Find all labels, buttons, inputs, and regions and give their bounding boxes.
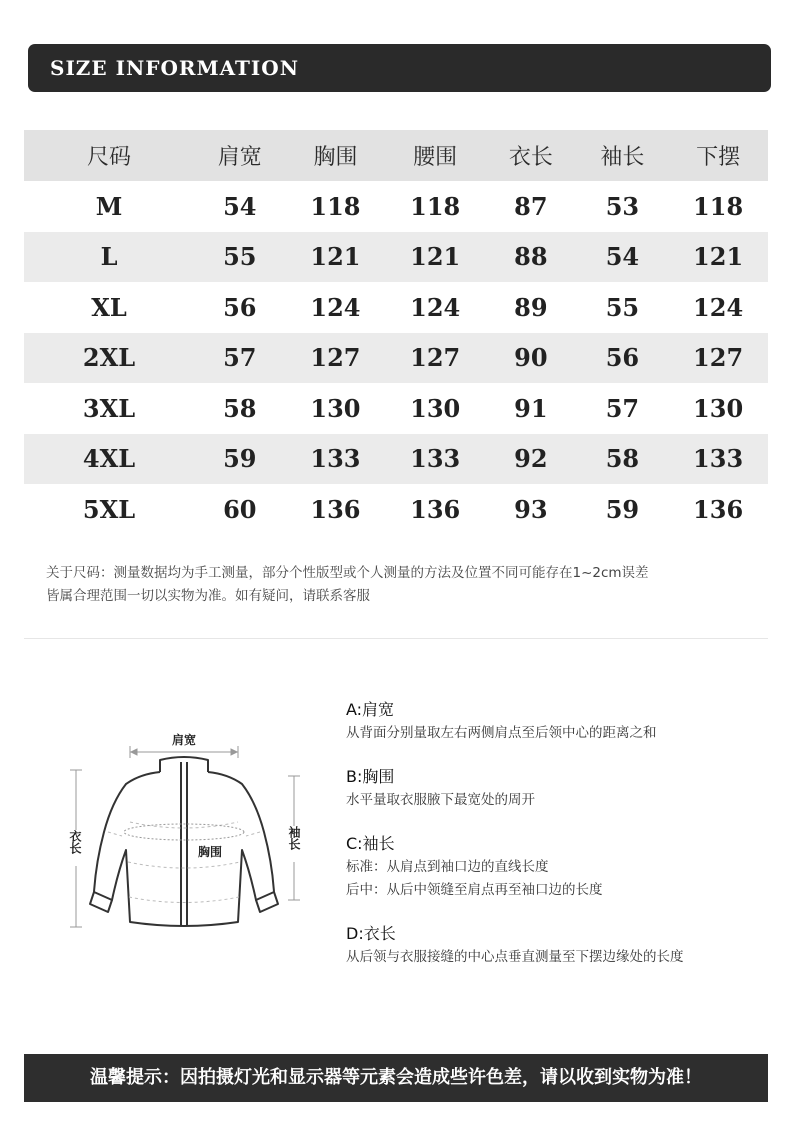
table-cell: 60 [223,494,257,524]
table-header-row [24,130,768,181]
table-cell: 121 [286,232,386,283]
table-cell: 55 [605,292,640,322]
definitions-list [346,698,776,989]
column-header-length: 衣长 [485,130,577,181]
table-cell: 136 [310,494,361,524]
note-line: 关于尺码：测量数据均为手工测量，部分个性版型或个人测量的方法及位置不同可能存在1~2cm误差 [46,565,649,581]
table-cell: 130 [410,393,461,423]
table-cell: 5XL [82,494,136,524]
column-header-shoulder: 肩宽 [194,130,286,181]
table-cell: 133 [286,434,386,485]
table-cell: 54 [223,191,257,221]
table-cell: 58 [577,434,669,485]
table-cell: 57 [194,333,286,384]
measurement-note [46,562,776,608]
table-row [24,333,768,384]
table-cell: 2XL [24,333,194,384]
table-cell: 130 [693,393,744,423]
table-cell: 118 [410,191,461,221]
column-header-chest: 胸围 [286,130,386,181]
definition-text: 从背面分别量取左右两侧肩点至后领中心的距离之和 [346,725,657,741]
table-cell: 133 [668,434,768,485]
table-cell: 87 [514,191,548,221]
table-cell: 92 [485,434,577,485]
jacket-outline [90,757,278,926]
table-row [24,383,768,434]
length-label: 衣长 [68,830,82,854]
column-header-hem: 下摆 [668,130,768,181]
footer-notice: 温馨提示：因拍摄灯光和显示器等元素会造成些许色差，请以收到实物为准！ [90,1067,702,1088]
definition-item [346,922,776,969]
table-cell: 121 [668,232,768,283]
table-cell: 53 [605,191,640,221]
chest-label: 胸围 [197,845,223,859]
table-cell: 124 [693,292,744,322]
table-cell: M [95,191,123,221]
definition-title: C:袖长 [346,834,395,853]
table-cell: 118 [310,191,361,221]
definition-text: 后中：从后中领缝至肩点再至袖口边的长度 [346,882,603,898]
table-cell: 3XL [82,393,136,423]
definition-item [346,832,776,902]
table-cell: 133 [385,434,485,485]
table-cell: 54 [577,232,669,283]
table-cell: 90 [485,333,577,384]
table-row [24,181,768,232]
table-cell: 127 [668,333,768,384]
table-row [24,484,768,535]
table-cell: 58 [223,393,257,423]
table-cell: XL [91,292,127,322]
sleeve-label: 袖长 [287,826,301,850]
size-table [24,130,768,535]
table-cell: 59 [605,494,640,524]
table-cell: 124 [310,292,361,322]
footer-bar [24,1054,768,1102]
table-cell: 127 [385,333,485,384]
definition-text: 从后领与衣服接缝的中心点垂直测量至下摆边缘处的长度 [346,949,684,965]
table-cell: 55 [194,232,286,283]
table-cell: 130 [310,393,361,423]
table-cell: 88 [485,232,577,283]
chest-measure-ellipse [124,824,244,840]
table-cell: L [24,232,194,283]
table-cell: 118 [693,191,744,221]
section-divider [24,638,768,639]
table-cell: 91 [514,393,548,423]
table-cell: 136 [693,494,744,524]
quilting-lines [108,822,260,903]
definition-item [346,765,776,812]
definition-title: D:衣长 [346,924,396,943]
table-cell: 124 [410,292,461,322]
table-cell: 56 [223,292,257,322]
definition-text: 水平量取衣服腋下最宽处的周开 [346,792,535,808]
note-line: 皆属合理范围一切以实物为准。如有疑问，请联系客服 [46,588,370,604]
table-cell: 93 [514,494,548,524]
definition-title: A:肩宽 [346,700,395,719]
page-title: SIZE INFORMATION [50,56,299,80]
column-header-size: 尺码 [24,130,194,181]
jacket-measurement-diagram [60,722,310,937]
table-cell: 57 [605,393,640,423]
table-row [24,434,768,485]
shoulder-label: 肩宽 [171,733,197,747]
column-header-waist: 腰围 [385,130,485,181]
table-cell: 121 [385,232,485,283]
table-cell: 56 [577,333,669,384]
table-row [24,282,768,333]
definition-title: B:胸围 [346,767,395,786]
table-row [24,232,768,283]
table-cell: 89 [514,292,548,322]
table-cell: 4XL [24,434,194,485]
table-cell: 136 [410,494,461,524]
definition-text: 标准：从肩点到袖口边的直线长度 [346,859,549,875]
column-header-sleeve: 袖长 [577,130,669,181]
table-cell: 127 [286,333,386,384]
header-bar [28,44,771,92]
table-cell: 59 [194,434,286,485]
definition-item [346,698,776,745]
